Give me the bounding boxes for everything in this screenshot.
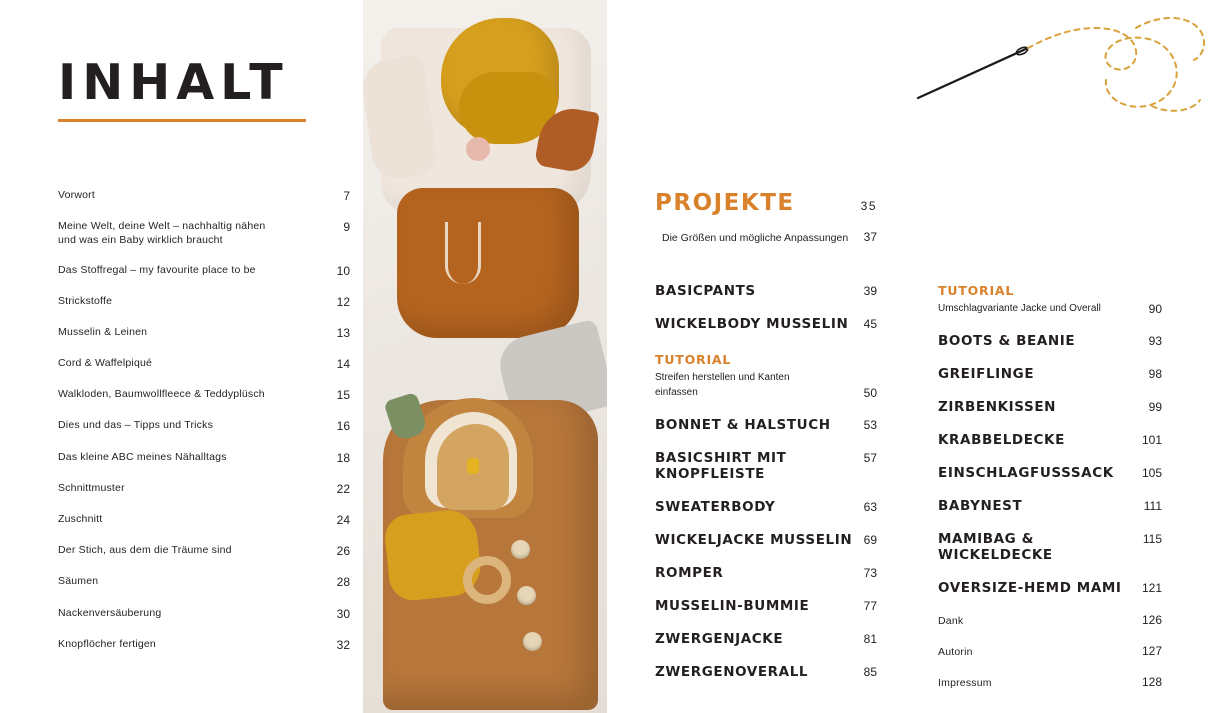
list-item[interactable] xyxy=(58,512,350,528)
list-item[interactable] xyxy=(58,606,350,622)
jacket-button-shape xyxy=(523,632,542,651)
project-label: OVERSIZE-HEMD MAMI xyxy=(938,580,1122,596)
project-label: BONNET & HALSTUCH xyxy=(655,417,831,433)
list-item[interactable] xyxy=(655,664,877,680)
project-page: 111 xyxy=(1143,499,1162,513)
projekte-heading: PROJEKTE xyxy=(655,190,795,216)
project-page: 101 xyxy=(1141,433,1162,447)
yellow-detail-shape xyxy=(467,458,479,474)
toc-entry-page: 16 xyxy=(336,419,350,434)
project-label: Dank xyxy=(938,615,964,627)
project-label: BOOTS & BEANIE xyxy=(938,333,1076,349)
list-item[interactable] xyxy=(58,637,350,653)
project-page: 127 xyxy=(1141,644,1162,658)
project-label: Impressum xyxy=(938,677,992,689)
list-item[interactable] xyxy=(938,366,1162,382)
project-label: EINSCHLAGFUSSSACK xyxy=(938,465,1114,481)
toc-entry-page: 22 xyxy=(336,481,350,496)
toc-entry-page: 32 xyxy=(336,637,350,652)
list-item[interactable] xyxy=(58,219,350,247)
project-page: 121 xyxy=(1141,581,1162,595)
tutorial-description: Streifen herstellen und Kanten einfassen xyxy=(655,372,790,398)
toc-entry-label: Vorwort xyxy=(58,189,95,201)
project-label: ZWERGENJACKE xyxy=(655,631,784,647)
list-item[interactable] xyxy=(655,283,877,299)
project-page: 126 xyxy=(1141,613,1162,627)
list-item[interactable] xyxy=(58,543,350,559)
toc-entry-label: Schnittmuster xyxy=(58,481,125,494)
toc-entry-label: Nackenversäuberung xyxy=(58,606,162,619)
project-label: Autorin xyxy=(938,646,973,658)
list-item[interactable] xyxy=(938,399,1162,415)
project-page: 57 xyxy=(863,451,877,465)
list-item[interactable] xyxy=(938,580,1162,596)
toc-entry-page: 18 xyxy=(336,450,350,465)
project-page: 45 xyxy=(863,317,877,331)
list-item[interactable] xyxy=(58,481,350,497)
page-title-block xyxy=(58,54,306,122)
project-label: WICKELBODY MUSSELIN xyxy=(655,316,849,332)
project-label: ZWERGENOVERALL xyxy=(655,664,809,680)
tutorial-description: Umschlagvariante Jacke und Overall xyxy=(938,303,1101,314)
tutorial-heading: TUTORIAL xyxy=(938,283,1015,298)
toc-entry-label: Cord & Waffelpiqué xyxy=(58,357,153,370)
toc-entry-page: 10 xyxy=(336,263,350,278)
list-item[interactable] xyxy=(938,465,1162,481)
toc-entry-label: Säumen xyxy=(58,575,99,588)
list-item[interactable] xyxy=(655,631,877,647)
projekte-column xyxy=(655,190,877,680)
project-label: GREIFLINGE xyxy=(938,366,1035,382)
toc-entry-label: Knopflöcher fertigen xyxy=(58,637,156,650)
list-item[interactable] xyxy=(58,325,350,341)
title-underline-rule xyxy=(58,119,306,122)
page-title: INHALT xyxy=(58,54,289,111)
project-page: 105 xyxy=(1141,466,1162,480)
needle-and-thread-decoration xyxy=(900,10,1214,130)
list-item[interactable] xyxy=(938,613,1162,627)
projekte-subtitle: Die Größen und mögliche Anpassungen xyxy=(662,232,849,244)
project-page: 115 xyxy=(1142,532,1162,546)
toc-entry-label: Zuschnitt xyxy=(58,513,103,526)
list-item[interactable] xyxy=(655,565,877,581)
projekte-subtitle-row[interactable] xyxy=(655,230,877,244)
list-item[interactable] xyxy=(938,644,1162,658)
project-page: 39 xyxy=(863,284,877,298)
list-item[interactable] xyxy=(58,450,350,466)
project-label: MAMIBAG & WICKELDECKE xyxy=(938,531,1053,563)
list-item[interactable] xyxy=(58,294,350,310)
toc-entry-page: 13 xyxy=(336,325,350,340)
list-item[interactable] xyxy=(938,531,1162,563)
project-page: 99 xyxy=(1148,400,1162,414)
jacket-button-shape xyxy=(517,586,536,605)
toc-entry-page: 24 xyxy=(336,513,350,528)
toc-entry-label: Das Stoffregal – my favourite place to be xyxy=(58,263,256,276)
pompom-shape xyxy=(466,137,490,161)
list-item[interactable] xyxy=(58,263,350,279)
list-item[interactable] xyxy=(655,598,877,614)
project-label: BABYNEST xyxy=(938,498,1023,514)
toc-entry-page: 15 xyxy=(336,388,350,403)
project-label: ZIRBENKISSEN xyxy=(938,399,1057,415)
list-item[interactable] xyxy=(938,333,1162,349)
toc-entry-label: Strickstoffe xyxy=(58,294,113,307)
project-label: KRABBELDECKE xyxy=(938,432,1065,448)
project-page: 128 xyxy=(1141,675,1162,689)
list-item[interactable] xyxy=(655,499,877,515)
project-label: BASICPANTS xyxy=(655,283,756,299)
list-item[interactable] xyxy=(58,387,350,403)
toc-entry-page: 28 xyxy=(336,575,350,590)
project-page: 63 xyxy=(863,500,877,514)
rust-bloomers-shape xyxy=(397,188,579,338)
spacer xyxy=(655,244,877,266)
list-item[interactable] xyxy=(655,532,877,548)
project-label: WICKELJACKE MUSSELIN xyxy=(655,532,853,548)
jacket-button-shape xyxy=(511,540,530,559)
toc-entry-page: 7 xyxy=(343,189,350,203)
toc-entry-label: Der Stich, aus dem die Träume sind xyxy=(58,544,232,557)
tutorial-heading: TUTORIAL xyxy=(655,352,732,367)
tutorial-page: 50 xyxy=(863,386,877,400)
project-label: ROMPER xyxy=(655,565,724,581)
toc-left-list xyxy=(58,188,350,668)
toc-entry-label: Meine Welt, deine Welt – nachhaltig nähen und was ein Baby wirklich braucht xyxy=(58,220,266,247)
toc-entry-page: 12 xyxy=(336,294,350,309)
project-page: 85 xyxy=(863,665,877,679)
project-page: 81 xyxy=(863,632,877,646)
tutorial-row[interactable] xyxy=(938,301,1162,316)
projekte-subtitle-page: 37 xyxy=(863,230,877,244)
list-item[interactable] xyxy=(938,675,1162,689)
toc-entry-page: 26 xyxy=(336,544,350,559)
list-item[interactable] xyxy=(655,450,877,482)
toc-entry-label: Dies und das – Tipps und Tricks xyxy=(58,419,214,432)
tutorial-row[interactable] xyxy=(655,370,877,400)
toc-entry-page: 14 xyxy=(336,357,350,372)
projekte-heading-row[interactable] xyxy=(655,190,877,216)
sewing-needle-icon xyxy=(900,10,1214,130)
list-item[interactable] xyxy=(938,498,1162,514)
toc-entry-label: Walkloden, Baumwollfleece & Teddyplüsch xyxy=(58,388,265,401)
project-page: 73 xyxy=(863,566,877,580)
list-item[interactable] xyxy=(58,574,350,590)
list-item[interactable] xyxy=(938,432,1162,448)
list-item[interactable] xyxy=(655,316,877,332)
baby-garments-photo xyxy=(363,0,607,713)
wooden-ring-shape xyxy=(463,556,511,604)
list-item[interactable] xyxy=(655,417,877,433)
project-label: MUSSELIN-BUMMIE xyxy=(655,598,810,614)
toc-entry-label: Musselin & Leinen xyxy=(58,325,148,338)
toc-entry-page: 30 xyxy=(336,606,350,621)
project-page: 69 xyxy=(863,533,877,547)
project-page: 98 xyxy=(1148,367,1162,381)
drawstring-shape xyxy=(445,222,481,284)
project-page: 77 xyxy=(863,599,877,613)
list-item[interactable] xyxy=(58,356,350,372)
project-page: 93 xyxy=(1148,334,1162,348)
toc-entry-page: 9 xyxy=(343,220,350,235)
project-label: SWEATERBODY xyxy=(655,499,776,515)
list-item[interactable] xyxy=(58,418,350,434)
right-column xyxy=(938,283,1162,689)
project-page: 53 xyxy=(863,418,877,432)
left-column xyxy=(0,0,363,713)
tutorial-page: 90 xyxy=(1148,302,1162,316)
toc-entry-label: Das kleine ABC meines Nähalltags xyxy=(58,450,227,463)
list-item[interactable] xyxy=(58,188,350,204)
project-label: BASICSHIRT MIT KNOPFLEISTE xyxy=(655,450,787,482)
projekte-heading-page: 35 xyxy=(860,199,877,213)
